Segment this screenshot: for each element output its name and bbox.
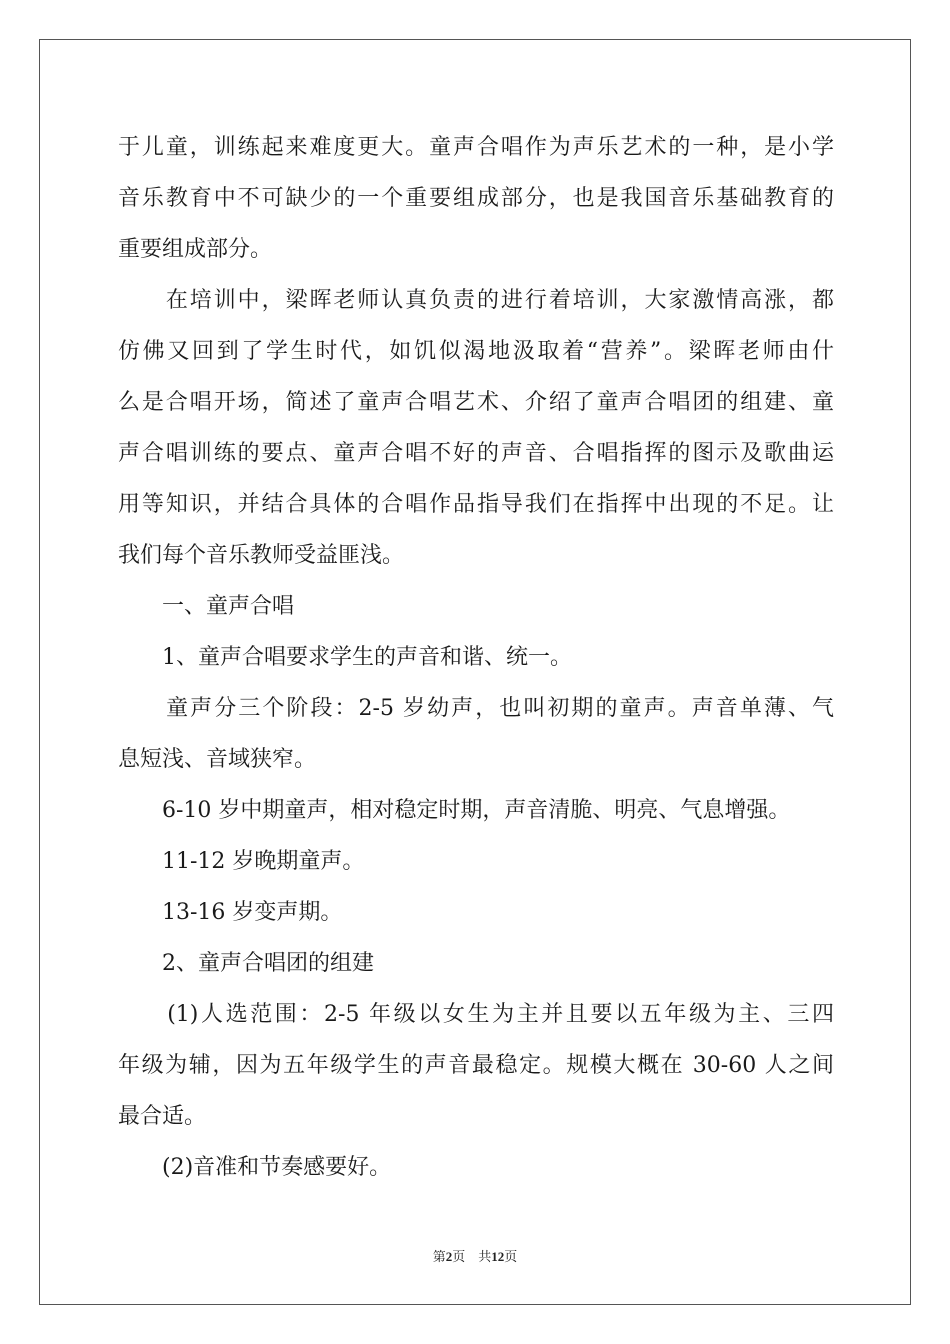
footer-mid: 页 共 (452, 1249, 492, 1264)
text-line: 一、童声合唱 (118, 594, 295, 619)
text-line: 1、童声合唱要求学生的声音和谐、统一。 (118, 645, 572, 670)
page-footer (0, 1246, 950, 1265)
paragraph (118, 1142, 834, 1193)
text-line: 6-10 岁中期童声，相对稳定时期，声音清脆、明亮、气息增强。 (118, 798, 791, 823)
paragraph (118, 683, 834, 785)
text-line: 仿佛又回到了学生时代，如饥似渴地汲取着“营养”。梁晖老师由什 (118, 339, 834, 364)
footer-prefix: 第 (432, 1249, 446, 1264)
text-line: 2、童声合唱团的组建 (118, 951, 374, 976)
paragraph (118, 275, 834, 581)
text-line: 声合唱训练的要点、童声合唱不好的声音、合唱指挥的图示及歌曲运 (118, 441, 834, 466)
footer-suffix: 页 (504, 1249, 518, 1264)
total-pages-number: 12 (491, 1249, 505, 1264)
current-page-number: 2 (445, 1249, 453, 1264)
document-body (118, 122, 834, 1193)
text-line: 童声分三个阶段：2-5 岁幼声，也叫初期的童声。声音单薄、气 (118, 696, 834, 721)
text-line: 息短浅、音域狭窄。 (118, 747, 317, 772)
text-line: 么是合唱开场，简述了童声合唱艺术、介绍了童声合唱团的组建、童 (118, 390, 834, 415)
paragraph (118, 989, 834, 1142)
text-line: 最合适。 (118, 1104, 207, 1129)
text-line: 在培训中，梁晖老师认真负责的进行着培训，大家激情高涨，都 (118, 288, 834, 313)
paragraph (118, 785, 834, 836)
text-line: 年级为辅，因为五年级学生的声音最稳定。规模大概在 30-60 人之间 (118, 1053, 834, 1078)
text-line: 重要组成部分。 (118, 237, 273, 262)
paragraph (118, 632, 834, 683)
paragraph (118, 122, 834, 275)
text-line: 11-12 岁晚期童声。 (118, 849, 365, 874)
text-line: 音乐教育中不可缺少的一个重要组成部分，也是我国音乐基础教育的 (118, 186, 834, 211)
paragraph (118, 581, 834, 632)
text-line: 13-16 岁变声期。 (118, 900, 343, 925)
paragraph (118, 836, 834, 887)
text-line: 我们每个音乐教师受益匪浅。 (118, 543, 405, 568)
text-line: (1)人选范围：2-5 年级以女生为主并且要以五年级为主、三四 (118, 1002, 834, 1027)
text-line: (2)音准和节奏感要好。 (118, 1155, 392, 1180)
paragraph (118, 887, 834, 938)
text-line: 于儿童，训练起来难度更大。童声合唱作为声乐艺术的一种，是小学 (118, 135, 834, 160)
paragraph (118, 938, 834, 989)
text-line: 用等知识，并结合具体的合唱作品指导我们在指挥中出现的不足。让 (118, 492, 834, 517)
